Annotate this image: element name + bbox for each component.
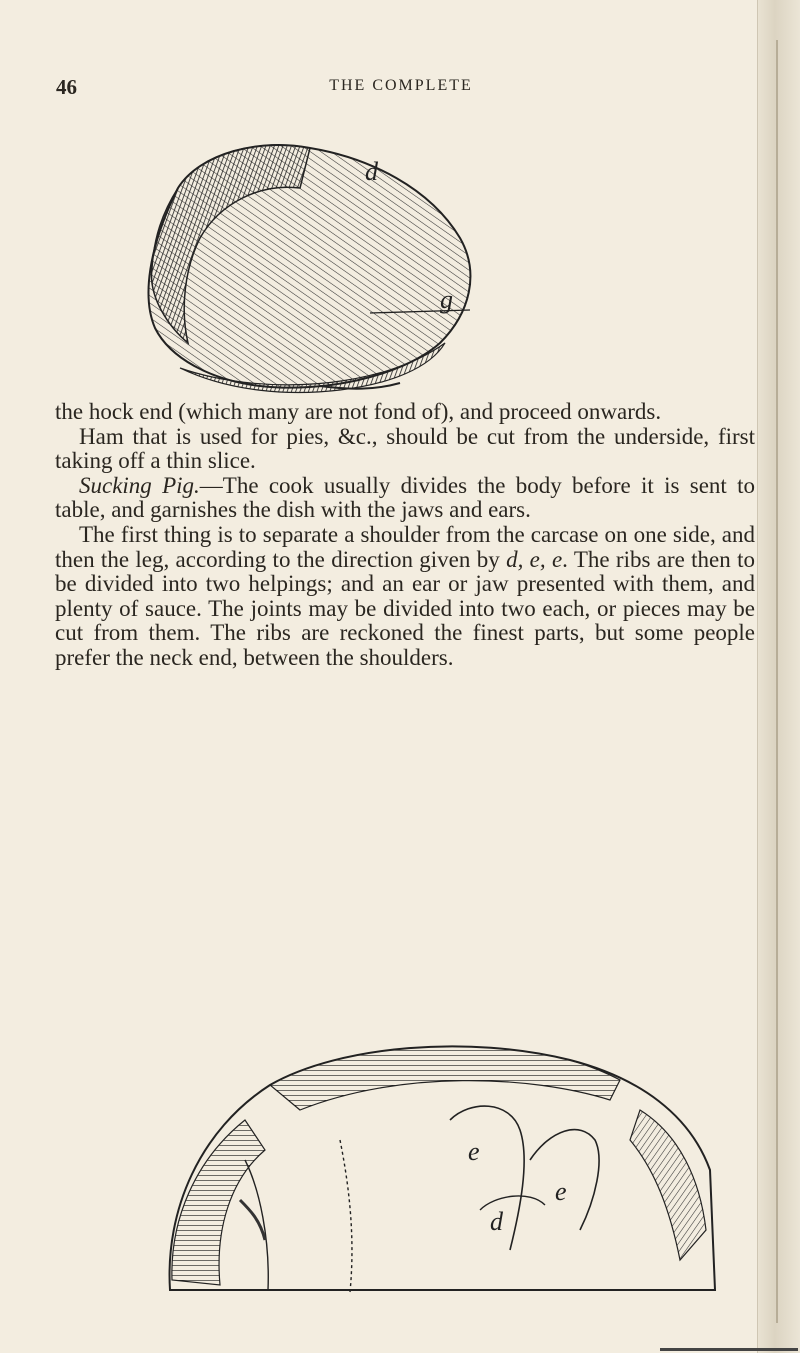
ham-label-d: d bbox=[365, 157, 378, 186]
pig-label-d: d bbox=[490, 1207, 503, 1236]
body-text bbox=[55, 400, 755, 671]
ham-illustration bbox=[140, 128, 490, 400]
direction-letters: d, e, e bbox=[506, 546, 563, 572]
paragraph-text: The first thing is to separate a shoulder from the carcase on one side, and then the leg, according to the direction given by bbox=[55, 521, 755, 572]
page-number: 46 bbox=[56, 75, 77, 99]
ham-label-g: g bbox=[440, 285, 453, 314]
bottom-rule bbox=[660, 1348, 798, 1351]
pig-label-e: e bbox=[468, 1137, 480, 1166]
paragraph-text: the hock end (which many are not fond of), and proceed onwards. bbox=[55, 399, 662, 424]
paragraph bbox=[55, 474, 755, 523]
section-heading: Sucking Pig. bbox=[79, 472, 200, 498]
paragraph bbox=[55, 523, 755, 671]
page-header bbox=[56, 75, 746, 105]
paragraph-text: . The ribs are then to be divided into two helpings; and an ear or jaw presented with them, and plenty of sauce. The joints may be divided into two each, or pieces may be cut from them. The ribs are reckoned the finest parts, but some people prefer the neck end, between the shoulders. bbox=[55, 546, 755, 670]
sucking-pig-illustration bbox=[150, 1030, 730, 1320]
page-edge bbox=[757, 0, 800, 1353]
paragraph bbox=[55, 400, 755, 425]
pig-label-e2: e bbox=[555, 1177, 567, 1206]
paragraph bbox=[55, 425, 755, 474]
paragraph-text: Ham that is used for pies, &c., should be cut from the underside, first taking off a thin slice. bbox=[55, 423, 755, 474]
paragraph-text: —The cook usually divides the body before it is sent to table, and garnishes the dish with the jaws and ears. bbox=[55, 472, 755, 523]
running-head: THE COMPLETE bbox=[329, 77, 473, 94]
